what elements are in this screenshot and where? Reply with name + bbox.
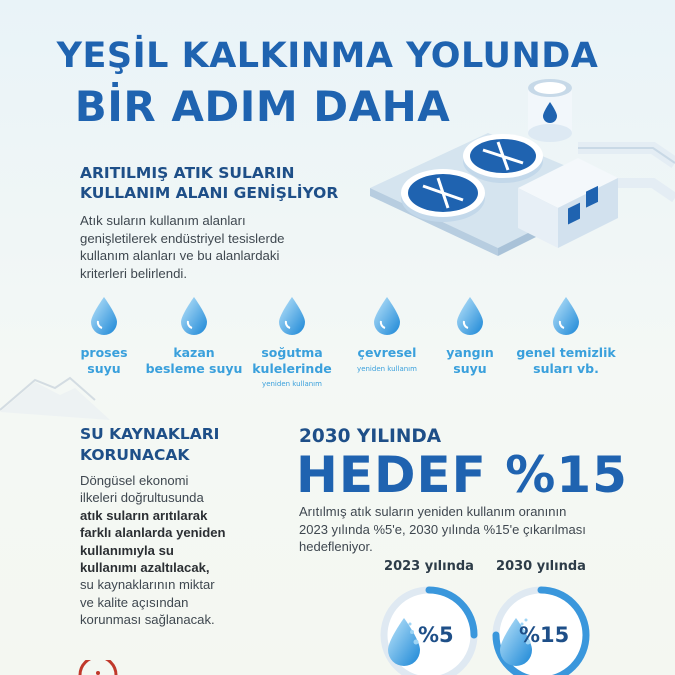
use-label: suyu xyxy=(87,360,121,376)
water-drop-icon xyxy=(372,296,402,336)
gauge-value-2030: %15 xyxy=(519,623,570,647)
target-description xyxy=(299,503,629,556)
use-label: soğutma xyxy=(261,345,323,360)
heading-line: ARITILMIŞ ATIK SULARIN xyxy=(80,164,295,182)
use-label: besleme suyu xyxy=(145,360,243,376)
page-title-line1: YEŞİL KALKINMA YOLUNDA xyxy=(56,36,599,76)
body-line-bold: kullanımıyla su xyxy=(80,542,174,558)
water-drop-icon xyxy=(179,296,209,336)
target-year-heading: 2030 YILINDA xyxy=(299,426,442,447)
body-line-bold: kullanımı azaltılacak, xyxy=(80,560,210,576)
use-label: suyu xyxy=(453,360,487,376)
water-drop-icon xyxy=(551,296,581,336)
gauge-value-2023: %5 xyxy=(418,623,454,647)
use-label: yangın xyxy=(446,345,494,360)
section-heading-water-resources xyxy=(80,424,280,466)
heading-line: SU KAYNAKLARI xyxy=(80,425,220,443)
use-label: proses xyxy=(80,345,128,360)
body-line: hedefleniyor. xyxy=(299,539,373,554)
use-sublabel: yeniden kullanım xyxy=(357,364,417,373)
target-headline: HEDEF %15 xyxy=(296,446,628,504)
body-line: 2023 yılında %5'e, 2030 yılında %15'e çıkarılması xyxy=(299,521,586,537)
heading-line: KULLANIM ALANI GENİŞLİYOR xyxy=(80,184,339,202)
body-line-bold: atık suların arıtılarak xyxy=(80,507,208,523)
body-line: ve kalite açısından xyxy=(80,594,189,610)
use-label: kazan xyxy=(173,345,215,360)
page-title-line2: BİR ADIM DAHA xyxy=(74,82,451,131)
gauge-label-2030: 2030 yılında xyxy=(496,559,586,574)
use-label: genel temizlik xyxy=(516,345,616,360)
body-line: Atık suların kullanım alanları xyxy=(80,213,246,228)
heading-line: KORUNACAK xyxy=(80,446,190,464)
body-line: Döngüsel ekonomi xyxy=(80,473,189,488)
body-line-bold: farklı alanlarda yeniden xyxy=(80,525,226,541)
body-line: kullanım alanları ve bu alanlardaki xyxy=(80,248,280,263)
body-line: Arıtılmış atık suların yeniden kullanım oranının xyxy=(299,504,567,519)
body-line: ilkeleri doğrultusunda xyxy=(80,490,204,506)
body-line: korunması sağlanacak. xyxy=(80,612,215,628)
use-sublabel: yeniden kullanım xyxy=(262,380,322,388)
ministry-logo xyxy=(78,660,118,675)
gauge-label-2023: 2023 yılında xyxy=(384,559,474,574)
body-line: su kaynaklarının miktar xyxy=(80,577,215,593)
section-body-usage xyxy=(80,212,330,282)
use-label: kulelerinde xyxy=(252,360,332,376)
body-line: kriterleri belirlendi. xyxy=(80,265,188,281)
body-line: genişletilerek endüstriyel tesislerde xyxy=(80,230,285,246)
water-drop-icon xyxy=(455,296,485,336)
water-drop-icon xyxy=(89,296,119,336)
use-label: çevresel xyxy=(357,345,417,360)
use-item-general-cleaning xyxy=(506,296,626,376)
section-body-water-resources xyxy=(80,472,280,629)
section-heading-usage xyxy=(80,163,340,203)
use-label: suları vb. xyxy=(533,360,599,376)
water-drop-icon xyxy=(277,296,307,336)
